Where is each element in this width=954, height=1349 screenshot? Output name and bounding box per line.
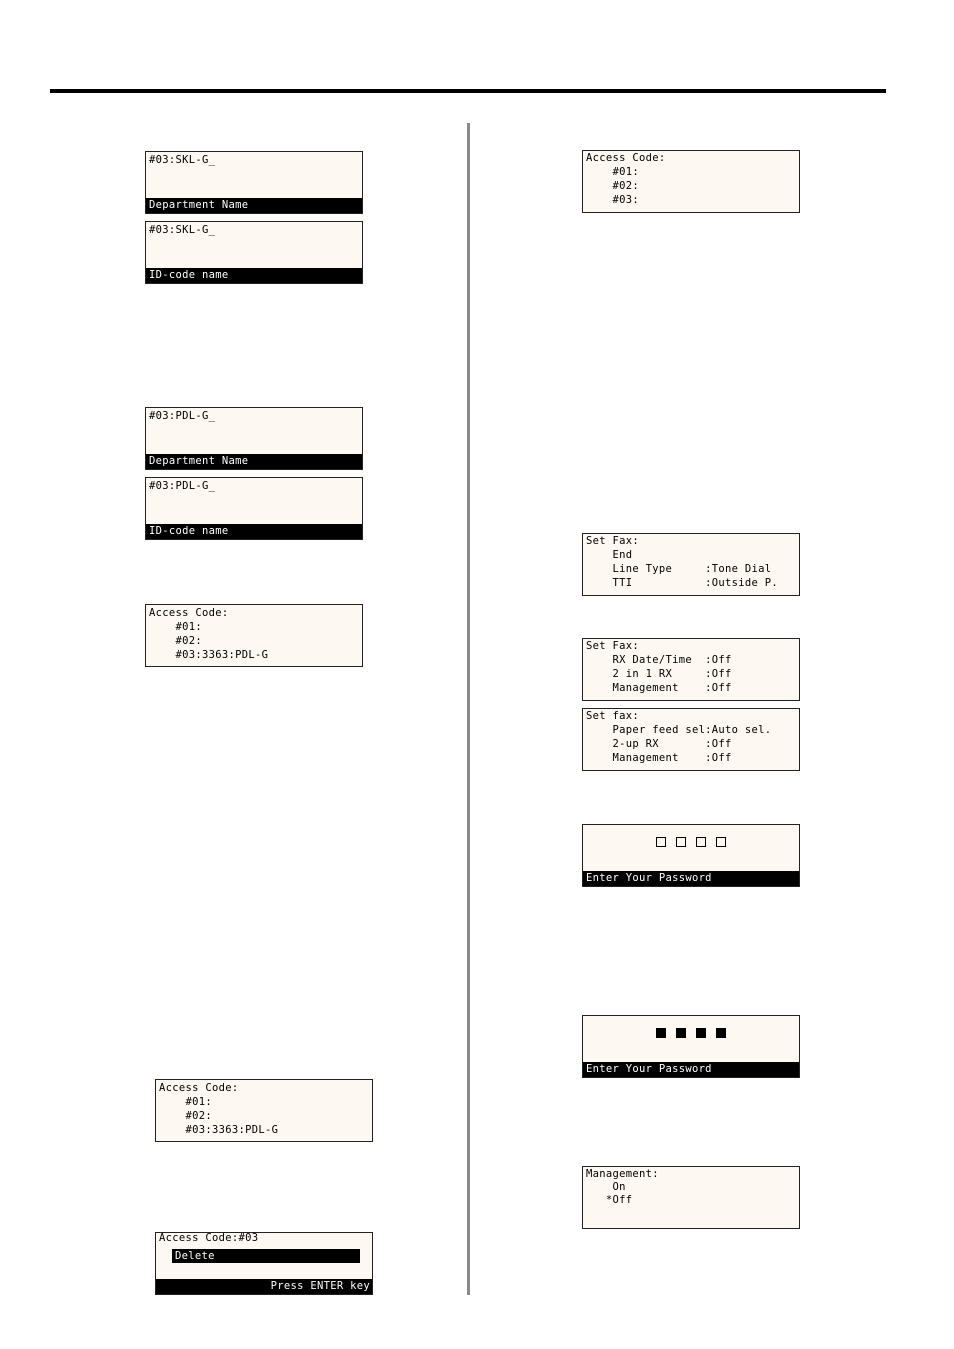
lcd-line: Access Code:#03 [159,1232,259,1244]
lcd-access-code-list-2 [155,1079,373,1142]
lcd-line: Management :Off [586,752,732,764]
lcd-line: Access Code: [159,1082,239,1094]
lcd-status-bar: Enter Your Password [583,1062,799,1077]
lcd-line: #02: [159,1110,212,1122]
lcd-line: Access Code: [586,152,666,164]
password-digit-empty [696,837,706,847]
lcd-line: RX Date/Time :Off [586,654,732,666]
lcd-status-bar: Department Name [146,454,362,469]
lcd-access-code-list [145,604,363,667]
lcd-line: Set fax: [586,710,639,722]
lcd-line: #03: [586,194,639,206]
lcd-line: #03:3363:PDL-G [149,649,269,661]
lcd-line: End [586,549,633,561]
lcd-line: #01: [159,1096,212,1108]
header-rule [50,89,886,93]
lcd-line: *Off [586,1194,633,1206]
lcd-set-fax-paper-feed [582,708,800,771]
password-digit-filled [676,1028,686,1038]
lcd-line: TTI :Outside P. [586,577,779,589]
lcd-line: #03:PDL-G_ [149,480,216,492]
lcd-line: Paper feed sel:Auto sel. [586,724,772,736]
delete-menu-item[interactable]: Delete [172,1249,360,1263]
lcd-line: Line Type :Tone Dial [586,563,772,575]
lcd-password-empty [582,824,800,887]
lcd-set-fax-line-type [582,533,800,596]
lcd-line: Management :Off [586,682,732,694]
lcd-status-bar: Enter Your Password [583,871,799,886]
lcd-line: #02: [586,180,639,192]
lcd-line: #03:3363:PDL-G [159,1124,279,1136]
lcd-department-name-pdl [145,407,363,470]
lcd-password-filled [582,1015,800,1078]
lcd-line: 2 in 1 RX :Off [586,668,732,680]
lcd-status-bar: ID-code name [146,524,362,539]
lcd-id-code-name-pdl [145,477,363,540]
lcd-line: On [586,1181,626,1193]
lcd-line: Set Fax: [586,640,639,652]
lcd-set-fax-management [582,638,800,701]
lcd-access-code-delete [155,1232,373,1295]
lcd-line: Access Code: [149,607,229,619]
lcd-management-setting [582,1166,800,1229]
lcd-line: Management: [586,1168,659,1180]
password-digit-empty [676,837,686,847]
lcd-line: #03:SKL-G_ [149,224,216,236]
lcd-line: Set Fax: [586,535,639,547]
password-digit-filled [716,1028,726,1038]
lcd-id-code-name-skl [145,221,363,284]
lcd-status-bar: ID-code name [146,268,362,283]
password-digit-filled [696,1028,706,1038]
password-indicator [583,837,799,847]
password-digit-empty [716,837,726,847]
lcd-access-code-empty [582,150,800,213]
lcd-status-bar: Department Name [146,198,362,213]
lcd-line: 2-up RX :Off [586,738,732,750]
column-divider [467,123,470,1295]
lcd-status-bar: Press ENTER key [156,1279,372,1294]
password-digit-filled [656,1028,666,1038]
lcd-line: #01: [149,621,202,633]
lcd-line: #03:PDL-G_ [149,410,216,422]
lcd-line: #02: [149,635,202,647]
lcd-department-name-skl [145,151,363,214]
lcd-line: #03:SKL-G_ [149,154,216,166]
lcd-line: #01: [586,166,639,178]
password-indicator [583,1028,799,1038]
password-digit-empty [656,837,666,847]
